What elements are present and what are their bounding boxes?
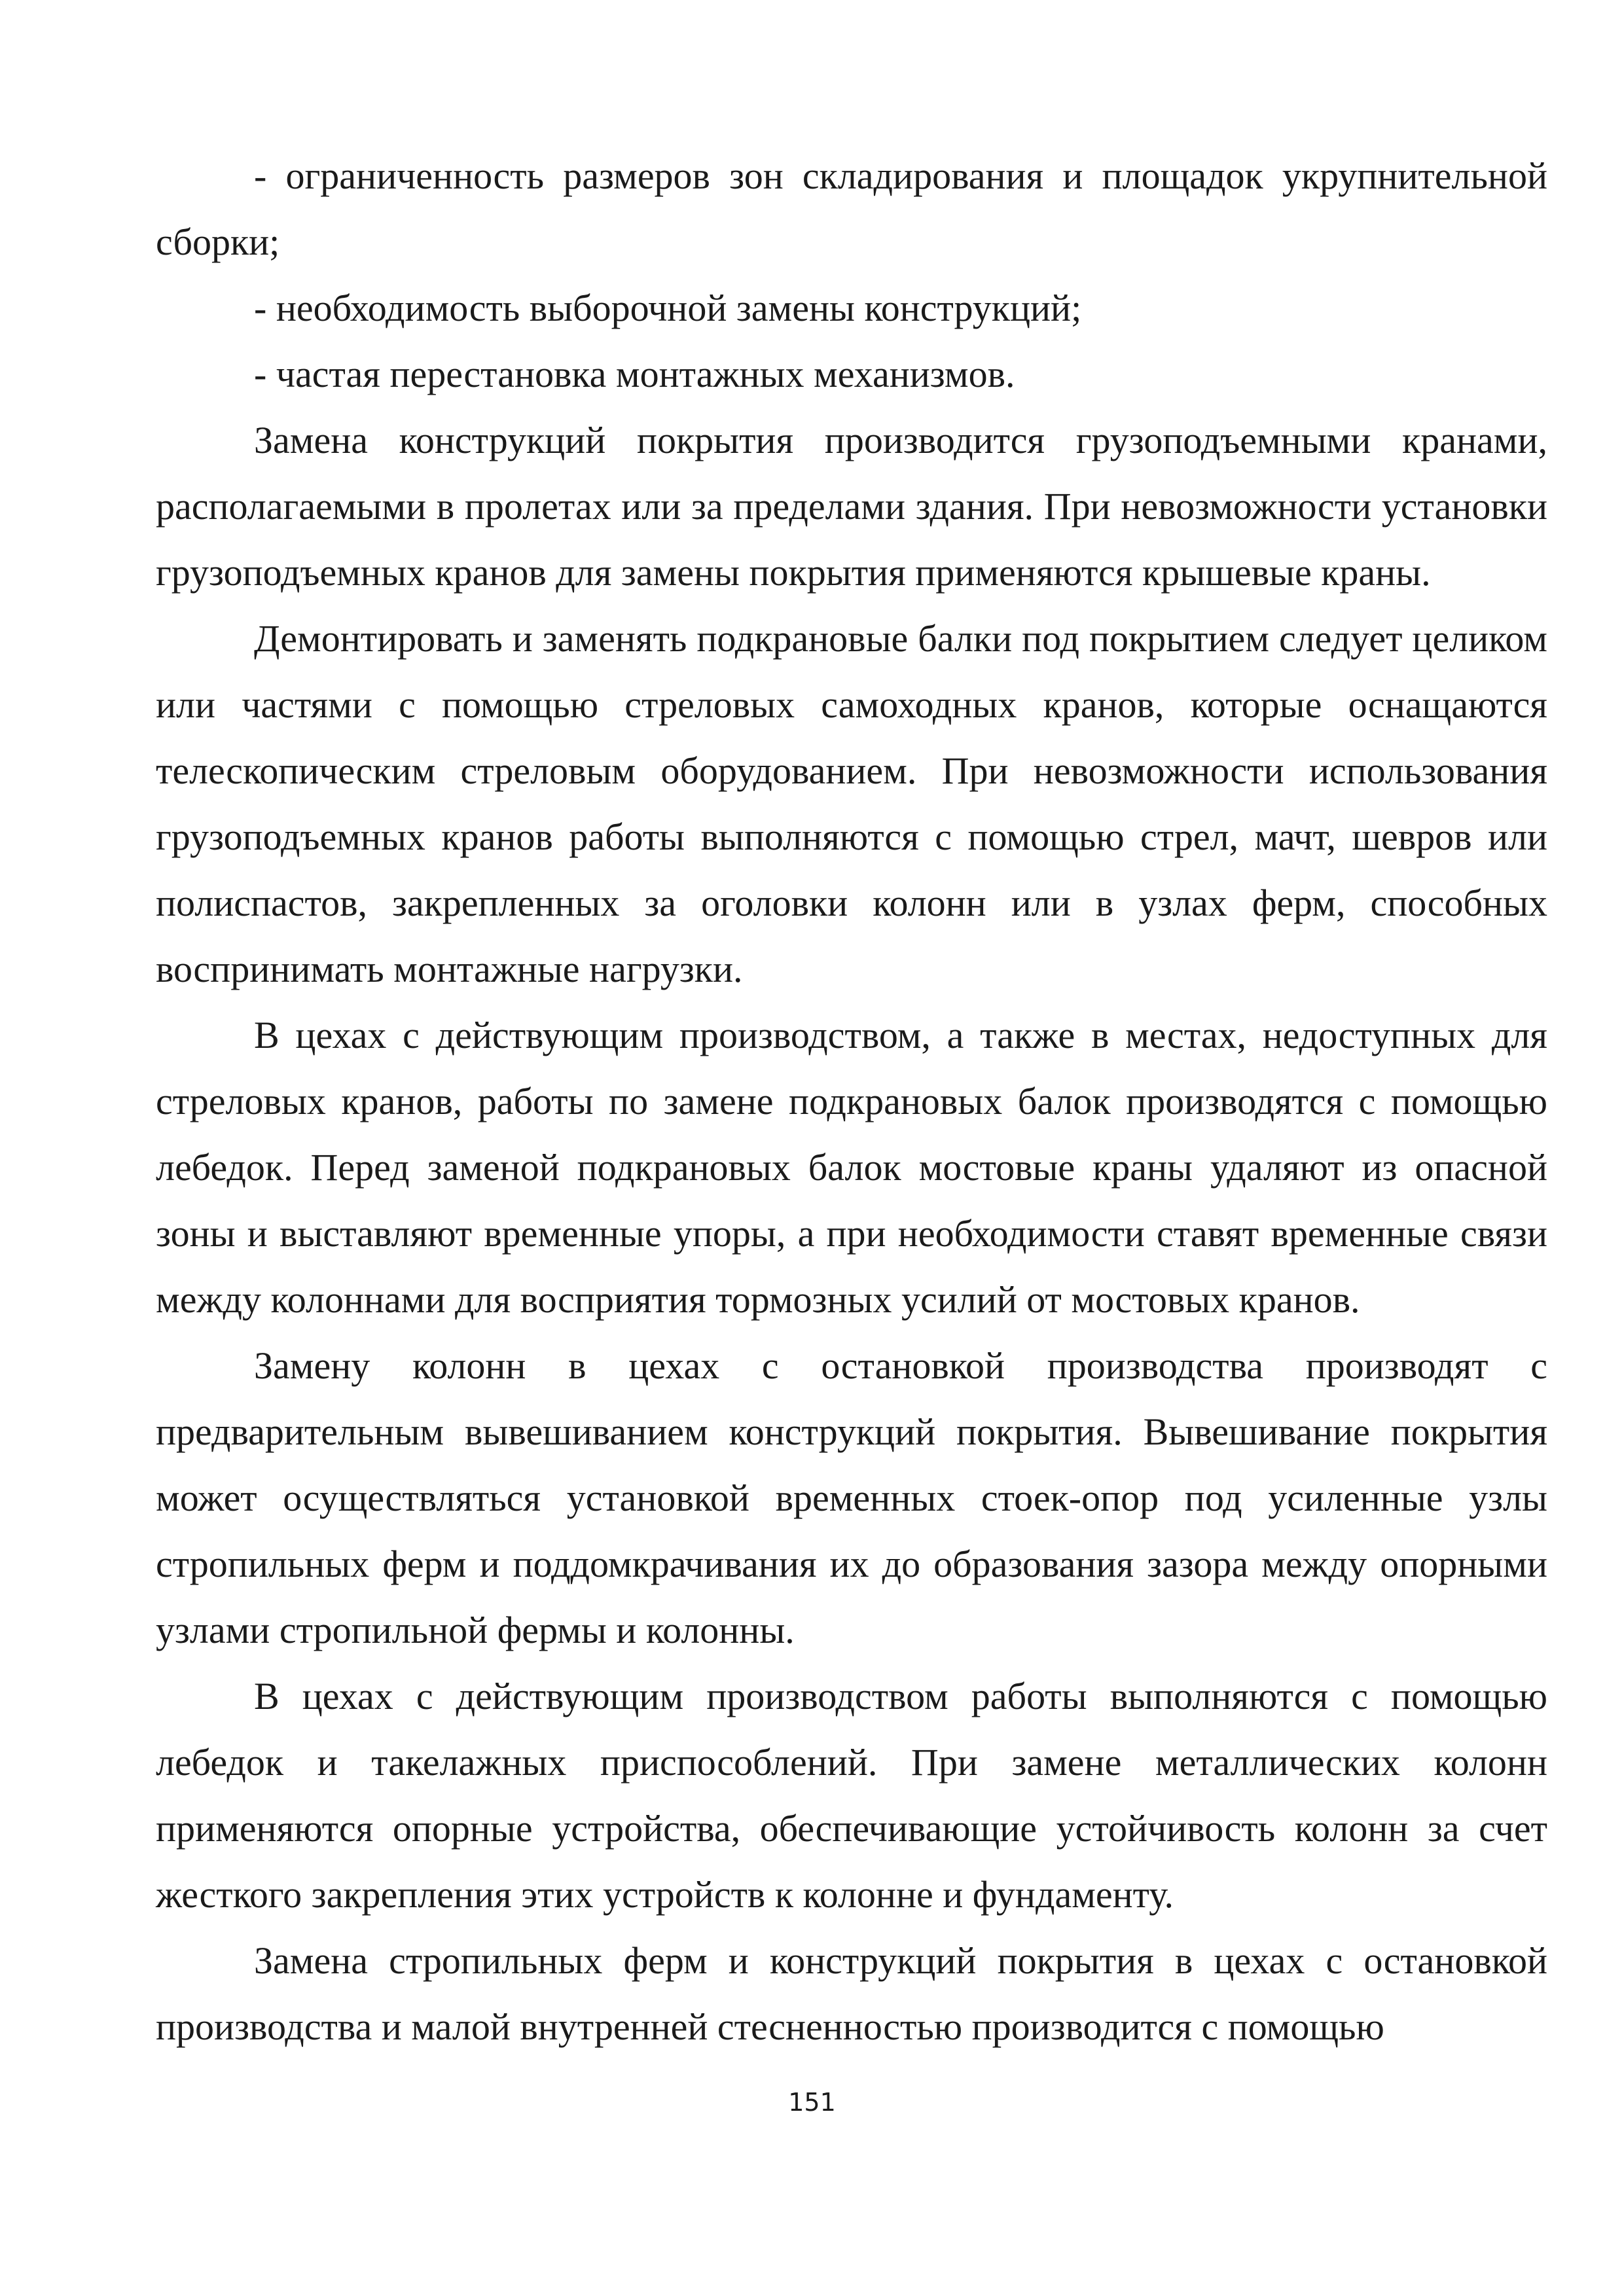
paragraph-winches: В цехах с действующим производством работы выполняются с помощью лебедок и такелажных приспособлений. При замене металлических колонн применяются опорные устройства, обеспечивающие устойчивость колонн за счет жесткого закрепления этих устройств к колонне и фундаменту. [156, 1675, 1547, 1916]
paragraph-limited-storage: - ограниченность размеров зон складирования и площадок укрупнительной сборки; [156, 154, 1547, 263]
paragraph-crane-beams: Демонтировать и заменять подкрановые балки под покрытием следует целиком или частями с помощью стреловых самоходных кранов, которые оснащаются телескопическим стреловым оборудованием. При невозможности использования грузоподъемных кранов работы выполняются с помощью стрел, мачт, шевров или полиспастов, закрепленных за оголовки колонн или в узлах ферм, способных воспринимать монтажные нагрузки. [156, 617, 1547, 990]
paragraph-selective-replacement: - необходимость выборочной замены конструкций; [254, 287, 1082, 329]
paragraph-operating-workshops: В цехах с действующим производством, а также в местах, недоступных для стреловых кранов, работы по замене подкрановых балок производятся с помощью лебедок. Перед заменой подкрановых балок мостовые краны удаляют из опасной зоны и выставляют временные упоры, а при необходимости ставят временные связи между колоннами для восприятия тормозных усилий от мостовых кранов. [156, 1014, 1547, 1321]
paragraph-truss-replacement: Замена стропильных ферм и конструкций покрытия в цехах с остановкой производства и малой внутренней стесненностью производится с помощью [156, 1939, 1547, 2048]
paragraph-column-replacement: Замену колонн в цехах с остановкой производства производят с предварительным вывешиванием конструкций покрытия. Вывешивание покрытия может осуществляться установкой временных стоек-опор под усиленные узлы стропильных ферм и поддомкрачивания их до образования зазора между опорными узлами стропильной фермы и колонны. [156, 1344, 1547, 1651]
paragraph-frequent-relocation: - частая перестановка монтажных механизмов. [254, 353, 1015, 395]
page-body [156, 143, 1547, 2060]
page-number: 151 [788, 2088, 836, 2117]
paragraph-roof-replacement: Замена конструкций покрытия производится грузоподъемными кранами, располагаемыми в пролетах или за пределами здания. При невозможности установки грузоподъемных кранов для замены покрытия применяются крышевые краны. [156, 419, 1547, 594]
